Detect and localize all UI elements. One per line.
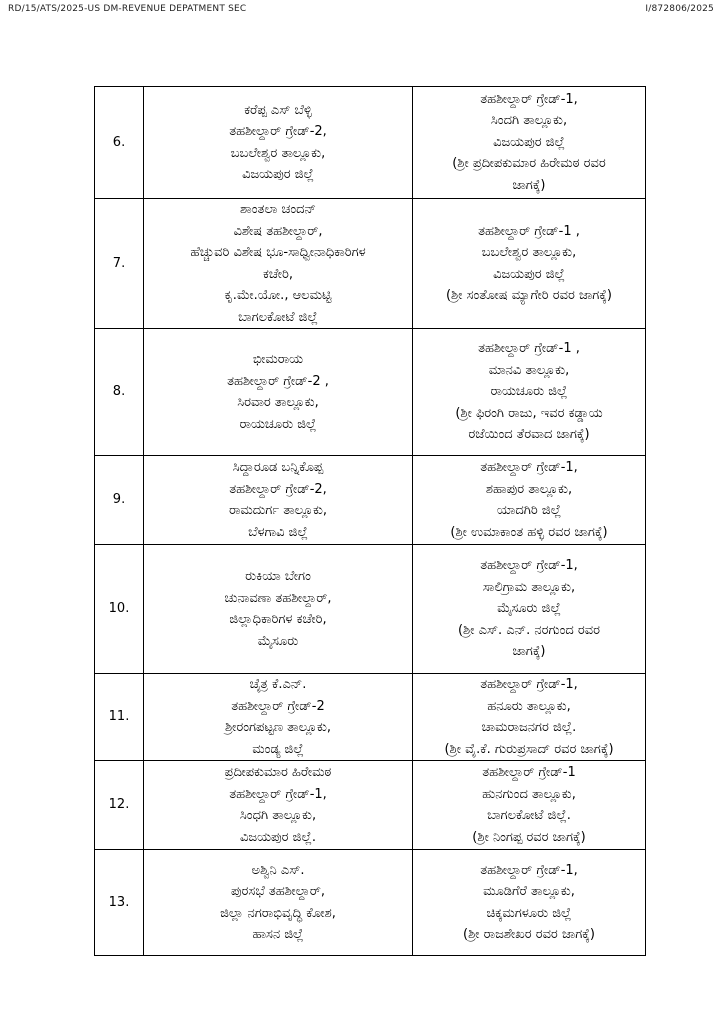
current-posting-cell <box>144 329 413 456</box>
new-posting-line: ಬಬಲೇಶ್ವರ ತಾಲ್ಲೂಕು, <box>481 245 577 260</box>
new-posting-line: ಬಾಗಲಕೋಟೆ ಜಿಲ್ಲೆ. <box>487 808 571 823</box>
new-posting-line: ಜಾಗಕ್ಕೆ) <box>512 644 546 660</box>
new-posting-line: ಸಿಂದಗಿ ತಾಲ್ಲೂಕು, <box>490 113 568 129</box>
current-posting-line: ತಹಶೀಲ್ದಾರ್ ಗ್ರೇಡ್-2, <box>229 481 327 497</box>
table-row <box>95 850 646 956</box>
current-posting-line: ಕೃ.ಮೇ.ಯೋ., ಆಲಮಟ್ಟಿ <box>224 288 332 303</box>
current-posting-line: ರುಕಿಯಾ ಬೇಗಂ <box>245 569 311 584</box>
new-posting-line: (ಶ್ರೀ ಪ್ರದೀಪಕುಮಾರ ಹಿರೇಮಠ ರವರ <box>452 156 606 172</box>
new-posting-line: ವಿಜಯಪುರ ಜಿಲ್ಲೆ <box>493 134 565 150</box>
current-posting-line: ಶಾಂತಲಾ ಚಂದನ್ <box>240 202 316 217</box>
new-posting-line: ತಹಶೀಲ್ದಾರ್ ಗ್ರೇಡ್-1, <box>480 91 578 107</box>
new-posting-line: ತಹಶೀಲ್ದಾರ್ ಗ್ರೇಡ್-1, <box>480 460 578 475</box>
new-posting-line: ತಹಶೀಲ್ದಾರ್ ಗ್ರೇಡ್-1 <box>482 765 576 780</box>
table-row <box>95 545 646 674</box>
current-posting-line: ತಹಶೀಲ್ದಾರ್ ಗ್ರೇಡ್-2 <box>231 698 325 714</box>
new-posting-cell <box>413 456 646 545</box>
serial-number: 7. <box>95 199 144 329</box>
current-posting-cell <box>144 850 413 956</box>
current-posting-line: ಭೀಮರಾಯ <box>252 352 304 367</box>
new-posting-line: ತಹಶೀಲ್ದಾರ್ ಗ್ರೇಡ್-1, <box>480 862 578 878</box>
new-posting-line: (ಶ್ರೀ ಸಂತೋಷ ಮ್ಯಾಗೇರಿ ರವರ ಜಾಗಕ್ಕೆ) <box>445 288 613 303</box>
current-posting-line: ಚುನಾವಣಾ ತಹಶೀಲ್ದಾರ್, <box>224 590 332 606</box>
current-posting-line: ಹೆಚ್ಚುವರಿ ವಿಶೇಷ ಭೂ-ಸಾಧ್ವೀನಾಧಿಕಾರಿಗಳ <box>190 245 366 260</box>
new-posting-line: ವಿಜಯಪುರ ಜಿಲ್ಲೆ <box>493 266 565 282</box>
new-posting-line: (ಶ್ರೀ ವೈ.ಕೆ. ಗುರುಪ್ರಸಾದ್ ರವರ ಜಾಗಕ್ಕೆ) <box>444 741 614 757</box>
transfer-table-body <box>95 87 646 956</box>
new-posting-cell <box>413 329 646 456</box>
current-posting-cell <box>144 761 413 850</box>
new-posting-line: ರಜೆಯಿಂದ ತೆರವಾದ ಜಾಗಕ್ಕೆ) <box>468 427 590 443</box>
current-posting-line: ತಹಶೀಲ್ದಾರ್ ಗ್ರೇಡ್-2, <box>229 124 327 139</box>
current-posting-line: ರಾಯಚೂರು ಜಿಲ್ಲೆ <box>239 416 317 432</box>
new-posting-line: (ಶ್ರೀ ನಿಂಗಪ್ಪ ರವರ ಜಾಗಕ್ಕೆ) <box>472 829 586 845</box>
table-row <box>95 87 646 199</box>
new-posting-line: ತಹಶೀಲ್ದಾರ್ ಗ್ರೇಡ್-1, <box>480 558 578 574</box>
current-posting-line: ಶ್ರೀರಂಗಪಟ್ಟಣ ತಾಲ್ಲೂಕು, <box>224 720 332 735</box>
current-posting-line: ವಿಜಯಪುರ ಜಿಲ್ಲೆ. <box>240 829 316 845</box>
new-posting-line: ಮಾನವಿ ತಾಲ್ಲೂಕು, <box>488 362 570 378</box>
current-posting-line: ರಾಮದುರ್ಗ ತಾಲ್ಲೂಕು, <box>228 503 328 518</box>
file-reference: RD/15/ATS/2025-US DM-REVENUE DEPATMENT SEC <box>8 4 247 14</box>
current-posting-line: ಬೆಳಗಾವಿ ಜಿಲ್ಲೆ <box>248 524 308 540</box>
current-posting-line: ಜಿಲ್ಲಾ ನಗರಾಭಿವೃದ್ಧಿ ಕೋಶ, <box>220 905 336 921</box>
serial-number: 11. <box>95 674 144 761</box>
new-posting-cell <box>413 545 646 674</box>
table-row <box>95 761 646 850</box>
current-posting-cell <box>144 456 413 545</box>
new-posting-cell <box>413 87 646 199</box>
current-posting-cell <box>144 545 413 674</box>
current-posting-cell <box>144 674 413 761</box>
new-posting-line: ಜಾಗಕ್ಕೆ) <box>512 177 546 193</box>
current-posting-line: ಜಿಲ್ಲಾಧಿಕಾರಿಗಳ ಕಚೇರಿ, <box>229 612 327 627</box>
table-row <box>95 329 646 456</box>
new-posting-line: (ಶ್ರೀ ಉಮಾಕಾಂತ ಹಳ್ಳಿ ರವರ ಜಾಗಕ್ಕೆ) <box>450 524 608 540</box>
serial-number: 13. <box>95 850 144 956</box>
new-posting-line: ತಹಶೀಲ್ದಾರ್ ಗ್ರೇಡ್-1 , <box>478 341 580 357</box>
new-posting-line: ಶಹಾಪುರ ತಾಲ್ಲೂಕು, <box>485 481 573 497</box>
new-posting-line: ಚಾಮರಾಜನಗರ ಜಿಲ್ಲೆ. <box>481 720 577 735</box>
new-posting-line: ತಹಶೀಲ್ದಾರ್ ಗ್ರೇಡ್-1, <box>480 677 578 692</box>
current-posting-line: ಬಾಗಲಕೋಟೆ ಜಿಲ್ಲೆ <box>238 309 318 325</box>
current-posting-line: ವಿಶೇಷ ತಹಶೀಲ್ದಾರ್, <box>233 223 323 239</box>
current-posting-line: ಚೈತ್ರ ಕೆ.ಎನ್. <box>249 677 307 692</box>
serial-number: 6. <box>95 87 144 199</box>
current-posting-line: ಪುರಸಭೆ ತಹಶೀಲ್ದಾರ್, <box>230 884 326 899</box>
current-posting-line: ಸಿದ್ದಾರೂಡ ಬನ್ನಿಕೊಪ್ಪ <box>232 460 324 475</box>
current-posting-line: ಹಾಸನ ಜಿಲ್ಲೆ <box>252 927 304 942</box>
current-posting-line: ಅಶ್ವಿನಿ ಎಸ್. <box>251 862 305 878</box>
new-posting-cell <box>413 674 646 761</box>
new-posting-line: ಯಾದಗಿರಿ ಜಿಲ್ಲೆ <box>496 503 562 518</box>
transfer-table <box>94 86 646 956</box>
new-posting-line: ರಾಯಚೂರು ಜಿಲ್ಲೆ <box>490 384 568 400</box>
new-posting-line: ಸಾಲಿಗ್ರಾಮ ತಾಲ್ಲೂಕು, <box>482 579 576 595</box>
serial-number: 10. <box>95 545 144 674</box>
current-posting-line: ಮಂಡ್ಯ ಜಿಲ್ಲೆ <box>252 741 304 757</box>
new-posting-line: (ಶ್ರೀ ಎಸ್. ಎನ್. ನರಗುಂದ ರವರ <box>457 622 601 638</box>
new-posting-line: ಹನೂರು ತಾಲ್ಲೂಕು, <box>487 698 571 714</box>
current-posting-line: ಕರೆಪ್ಪ ಎಸ್ ಬೆಳ್ಳಿ <box>244 102 312 118</box>
current-posting-line: ಸಿರವಾರ ತಾಲ್ಲೂಕು, <box>237 395 319 410</box>
current-posting-line: ಕಚೇರಿ, <box>263 266 293 282</box>
new-posting-line: ಚಿಕ್ಕಮಗಳೂರು ಜಿಲ್ಲೆ <box>486 905 572 921</box>
current-posting-line: ಸಿಂಧಗಿ ತಾಲ್ಲೂಕು, <box>239 808 317 823</box>
serial-number: 12. <box>95 761 144 850</box>
serial-number: 8. <box>95 329 144 456</box>
new-posting-line: ಮೈಸೂರು ಜಿಲ್ಲೆ <box>497 601 561 617</box>
new-posting-line: ತಹಶೀಲ್ದಾರ್ ಗ್ರೇಡ್-1 , <box>478 223 580 239</box>
current-posting-line: ಪ್ರದೀಪಕುಮಾರ ಹಿರೇಮಠ <box>224 765 332 780</box>
new-posting-line: (ಶ್ರೀ ಫಿರಂಗಿ ರಾಜು, ಇವರ ಕಡ್ಡಾಯ <box>455 405 603 421</box>
new-posting-cell <box>413 850 646 956</box>
table-row <box>95 199 646 329</box>
current-posting-line: ತಹಶೀಲ್ದಾರ್ ಗ್ರೇಡ್-2 , <box>227 373 329 389</box>
table-row <box>95 456 646 545</box>
current-posting-line: ತಹಶೀಲ್ದಾರ್ ಗ್ರೇಡ್-1, <box>229 786 327 802</box>
current-posting-line: ಮೈಸೂರು <box>257 633 299 649</box>
new-posting-line: ಹುನಗುಂದ ತಾಲ್ಲೂಕು, <box>482 786 576 802</box>
current-posting-line: ಬಬಲೇಶ್ವರ ತಾಲ್ಲೂಕು, <box>230 145 326 161</box>
table-row <box>95 674 646 761</box>
new-posting-line: (ಶ್ರೀ ರಾಜಶೇಖರ ರವರ ಜಾಗಕ್ಕೆ) <box>463 927 595 942</box>
current-posting-cell <box>144 87 413 199</box>
current-posting-cell <box>144 199 413 329</box>
current-posting-line: ವಿಜಯಪುರ ಜಿಲ್ಲೆ <box>242 167 314 182</box>
new-posting-cell <box>413 761 646 850</box>
serial-number: 9. <box>95 456 144 545</box>
new-posting-line: ಮೂಡಿಗೆರೆ ತಾಲ್ಲೂಕು, <box>483 884 575 899</box>
document-number: I/872806/2025 <box>645 4 714 14</box>
new-posting-cell <box>413 199 646 329</box>
